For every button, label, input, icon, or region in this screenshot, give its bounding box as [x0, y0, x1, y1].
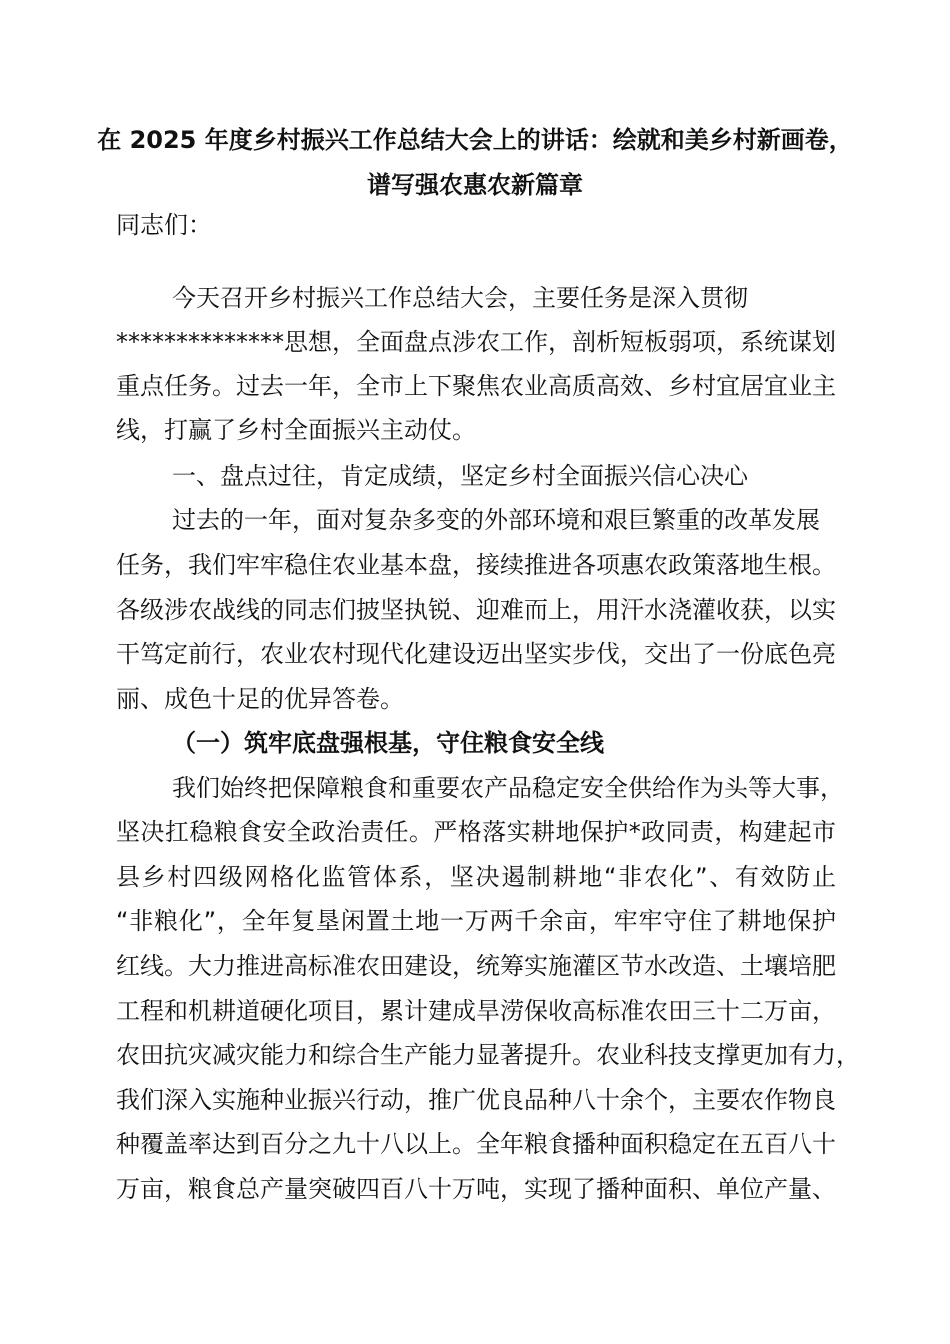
document-title-line-2: 谱写强农惠农新篇章: [367, 171, 583, 199]
paragraph-line: 今天召开乡村振兴工作总结大会，主要任务是深入贯彻: [172, 284, 748, 312]
salutation: 同志们：: [116, 211, 212, 239]
paragraph-line: 工程和机耕道硬化项目，累计建成旱涝保收高标准农田三十二万亩，: [116, 997, 836, 1025]
paragraph-line: 农田抗灾减灾能力和综合生产能力显著提升。农业科技支撑更加有力，: [116, 1041, 860, 1069]
paragraph-line: 干笃定前行，农业农村现代化建设迈出坚实步伐，交出了一份底色亮: [116, 640, 836, 668]
section-heading: 一、盘点过往，肯定成绩，坚定乡村全面振兴信心决心: [172, 462, 748, 490]
paragraph-line: 任务，我们牢牢稳住农业基本盘，接续推进各项惠农政策落地生根。: [116, 551, 836, 579]
document-title-line-1: 在 2025 年度乡村振兴工作总结大会上的讲话：绘就和美乡村新画卷，: [97, 126, 853, 154]
paragraph-line: “非粮化”，全年复垦闲置土地一万两千余亩，牢牢守住了耕地保护: [116, 907, 836, 935]
paragraph-line: 丽、成色十足的优异答卷。: [116, 685, 404, 713]
paragraph-line: 万亩，粮食总产量突破四百八十万吨，实现了播种面积、单位产量、: [116, 1175, 836, 1203]
subsection-heading: （一）筑牢底盘强根基，守住粮食安全线: [172, 729, 604, 757]
paragraph-line: 红线。大力推进高标准农田建设，统筹实施灌区节水改造、土壤培肥: [116, 952, 836, 980]
paragraph-line: 线，打赢了乡村全面振兴主动仗。: [116, 416, 476, 444]
paragraph-line: 县乡村四级网格化监管体系，坚决遏制耕地“非农化”、有效防止: [116, 863, 836, 891]
paragraph-line: 种覆盖率达到百分之九十八以上。全年粮食播种面积稳定在五百八十: [116, 1130, 836, 1158]
paragraph-line: 各级涉农战线的同志们披坚执锐、迎难而上，用汗水浇灌收获，以实: [116, 596, 836, 624]
paragraph-line: 我们深入实施种业振兴行动，推广优良品种八十余个，主要农作物良: [116, 1086, 836, 1114]
paragraph-line: 过去的一年，面对复杂多变的外部环境和艰巨繁重的改革发展: [172, 506, 820, 534]
paragraph-line: 重点任务。过去一年，全市上下聚焦农业高质高效、乡村宜居宜业主: [116, 372, 836, 400]
paragraph-line: **************思想，全面盘点涉农工作，剖析短板弱项，系统谋划: [116, 328, 836, 356]
paragraph-line: 坚决扛稳粮食安全政治责任。严格落实耕地保护*政同责，构建起市: [116, 818, 836, 846]
paragraph-line: 我们始终把保障粮食和重要农产品稳定安全供给作为头等大事，: [172, 774, 844, 802]
